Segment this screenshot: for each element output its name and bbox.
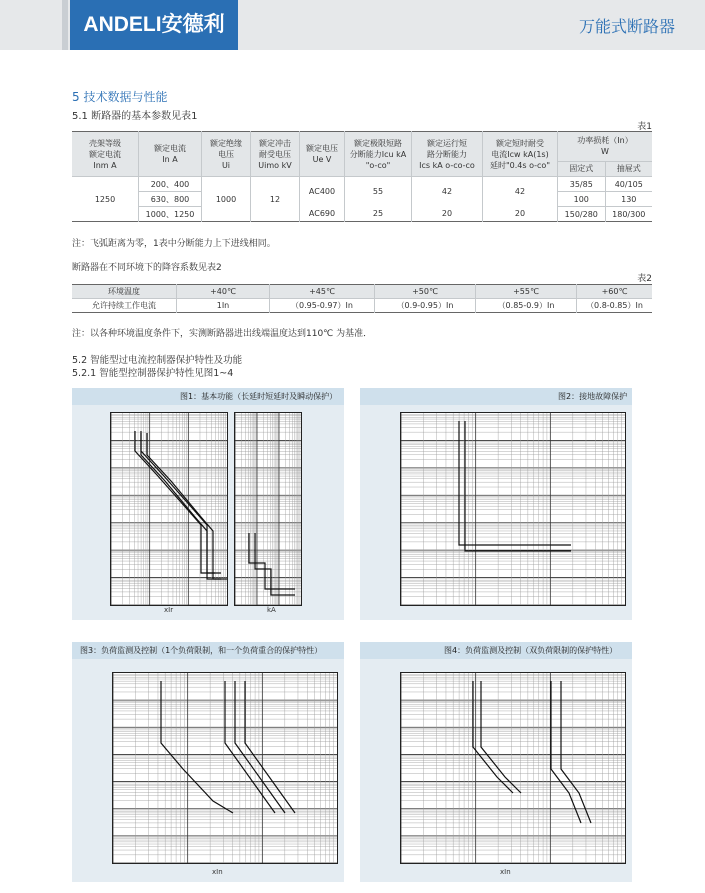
note-2: 注：以各种环境温度条件下，实测断路器进出线端温度达到110℃ 为基准． (72, 329, 373, 339)
t2-val-60: （0.8-0.85）In (586, 301, 643, 310)
cell-uimp: 12 (251, 177, 300, 222)
t2-head-45: +45℃ (270, 285, 375, 299)
t2-row-label: 允许持续工作电流 (72, 299, 177, 313)
figure-1-caption: 图1：基本功能（长延时短延时及瞬动保护） (72, 388, 344, 405)
th-ui: 额定绝缘 电压 Ui (202, 132, 251, 177)
figure-1-grid-right (235, 413, 301, 605)
cell-fixed-1: 35/85 (558, 177, 606, 192)
subsection-5-2: 5.2 智能型过电流控制器保护特性及功能 (72, 355, 243, 366)
header-bar (0, 0, 705, 50)
figure-1-xlabel-ka: kA (267, 606, 276, 614)
figure-4-caption: 图4：负荷监测及控制（双负荷限制的保护特性） (360, 642, 632, 659)
figure-3-caption: 图3：负荷监测及控制（1个负荷限制，和一个负荷重合的保护特性） (72, 642, 344, 659)
cell-icu-2: 25 (345, 207, 412, 222)
table2-tag: 表2 (637, 274, 652, 284)
cell-ue-1: AC400 (300, 177, 345, 207)
cell-in-2: 630、800 (139, 192, 202, 207)
th-icu: 额定极限短路 分断能力Icu kA "o-co" (345, 132, 412, 177)
section-title: 5 技术数据与性能 (72, 90, 168, 104)
cell-drawer-1: 40/105 (605, 177, 652, 192)
th-drawer: 抽屉式 (605, 161, 652, 176)
figure-1-plot-left (110, 412, 228, 606)
cell-ue-2: AC690 (300, 207, 345, 222)
figure-3-xlabel: xIn (212, 868, 223, 876)
th-ue: 额定电压 Ue V (300, 132, 345, 177)
note-1: 注：飞弧距离为零，1表中分断能力上下进线相同。 (72, 239, 276, 249)
t2-head-60: +60℃ (577, 285, 653, 299)
figure-2-grid (401, 413, 625, 605)
th-ics: 额定运行短 路分断能力 Ics kA o-co-co (412, 132, 483, 177)
cell-ics-1: 42 (412, 177, 483, 207)
t2-val-40: 1In (177, 299, 270, 313)
figure-2 (360, 388, 632, 620)
header-stripe (62, 0, 68, 50)
th-uimp: 额定冲击 耐受电压 Uimo kV (251, 132, 300, 177)
t2-head-40: +40℃ (177, 285, 270, 299)
figure-1 (72, 388, 344, 620)
brand-logo[interactable]: ANDELI安德利 (70, 0, 238, 50)
t2-val-45: （0.95-0.97）In (270, 299, 375, 313)
cell-icw-1: 42 (483, 177, 558, 207)
t2-head-55: +55℃ (476, 285, 577, 299)
parameter-table (72, 131, 652, 222)
th-in: 额定电流 In A (139, 132, 202, 177)
cell-icu-1: 55 (345, 177, 412, 207)
figure-3-plot (112, 672, 338, 864)
figure-1-plot-right (234, 412, 302, 606)
figure-4-xlabel: xIn (500, 868, 511, 876)
cell-fixed-2: 100 (558, 192, 606, 207)
figure-3 (72, 642, 344, 882)
cell-in-1: 200、400 (139, 177, 202, 192)
cell-ics-2: 20 (412, 207, 483, 222)
document-title: 万能式断路器 (578, 17, 675, 36)
figure-4-grid (401, 673, 625, 863)
figure-2-caption: 图2：接地故障保护 (360, 388, 632, 405)
subsection-5-1: 5.1 断路器的基本参数见表1 (72, 111, 198, 122)
derating-table (72, 284, 652, 313)
subsection-5-2-1: 5.2.1 智能型控制器保护特性见图1~4 (72, 368, 234, 379)
figure-4 (360, 642, 632, 882)
t2-head-label: 环境温度 (72, 285, 177, 299)
figure-1-xlabel: xIr (164, 606, 174, 614)
th-inm: 壳架等级 额定电流 Inm A (72, 132, 139, 177)
figure-3-grid (113, 673, 337, 863)
table1-tag: 表1 (637, 122, 652, 132)
t2-head-50: +50℃ (375, 285, 476, 299)
t2-val-50: （0.9-0.95）In (375, 299, 476, 313)
cell-ui: 1000 (202, 177, 251, 222)
cell-drawer-3: 180/300 (605, 207, 652, 222)
derate-title: 断路器在不同环境下的降容系数见表2 (72, 263, 222, 273)
figure-2-plot (400, 412, 626, 606)
cell-inm: 1250 (72, 177, 139, 222)
cell-drawer-2: 130 (605, 192, 652, 207)
figure-1-grid-left (111, 413, 227, 605)
th-icw: 额定短时耐受 电流Icw kA(1s) 延时"0.4s o-co" (483, 132, 558, 177)
t2-val-55: （0.85-0.9）In (476, 299, 577, 313)
th-fixed: 固定式 (558, 161, 606, 176)
cell-fixed-3: 150/280 (558, 207, 606, 222)
cell-icw-2: 20 (483, 207, 558, 222)
figure-4-plot (400, 672, 626, 864)
th-power: 功率损耗（In） W (558, 132, 653, 162)
cell-in-3: 1000、1250 (139, 207, 202, 222)
